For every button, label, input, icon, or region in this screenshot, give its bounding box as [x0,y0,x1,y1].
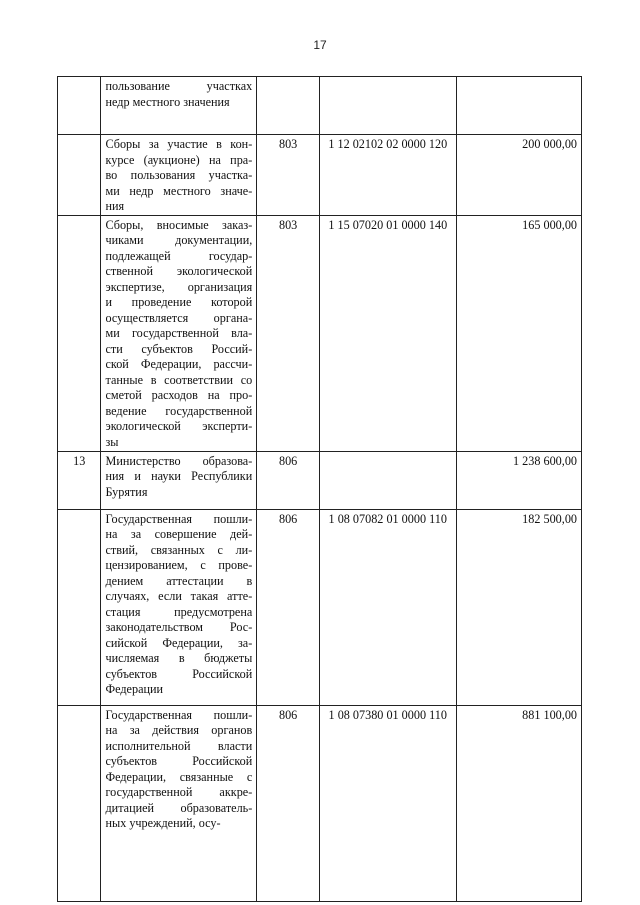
revenue-name-line: ния и науки Республики [105,469,253,483]
revenue-name-line: осуществляется органа- [105,310,253,325]
administrator-code-cell: 803 [257,215,320,451]
revenue-name-line: ми государственной вла- [105,326,253,340]
budget-classification-code-cell [319,77,456,135]
table-row [58,215,582,451]
row-number-cell [58,77,101,135]
administrator-code-cell: 803 [257,135,320,216]
revenue-name-line: Сборы за участие в кон- [105,137,253,151]
revenue-name-line: ния [105,199,125,213]
revenue-name-line: Государственная пошли- [105,511,253,526]
revenue-name-line: танные в соответствии со [105,372,253,387]
revenue-name-line: экспертизе, организация [105,279,253,294]
revenue-name-line: Федерации [105,682,164,696]
revenue-name-line: законодательством Рос- [105,620,253,634]
revenue-name-line: ведение государственной [105,403,253,418]
revenue-name-line: субъектов Российской [105,754,253,768]
table-row [58,77,582,135]
amount-cell: 165 000,00 [456,215,581,451]
revenue-name-line: дением аттестации в [105,573,253,588]
revenue-name-line: чиками документации, [105,233,253,247]
budget-classification-code-cell: 1 15 07020 01 0000 140 [319,215,456,451]
revenue-name-line: ных учреждений, осу- [105,816,221,830]
amount-cell: 1 238 600,00 [456,451,581,509]
revenue-name-line: зы [105,434,119,449]
administrator-code-cell: 806 [257,705,320,901]
revenue-name-line: экологической эксперти- [105,419,253,433]
revenue-name-line: Министерство образова- [105,453,253,468]
revenue-name-line: курсе (аукционе) на пра- [105,152,253,167]
revenue-name-cell [101,509,257,705]
revenue-name-line: Государственная пошли- [105,707,253,722]
revenue-name-cell [101,135,257,216]
table-row [58,705,582,901]
revenue-name-line: цензированием, с прове- [105,558,253,572]
amount-cell: 200 000,00 [456,135,581,216]
revenue-name-line: государственной аккре- [105,785,253,799]
amount-cell: 881 100,00 [456,705,581,901]
revenue-name-line: числяемая в бюджеты [105,651,253,665]
revenue-name-cell [101,451,257,509]
revenue-name-line: пользование участках [105,79,253,93]
budget-classification-code-cell [319,451,456,509]
budget-classification-code-cell: 1 08 07082 01 0000 110 [319,509,456,705]
revenue-name-line: Сборы, вносимые заказ- [105,217,253,232]
table-row [58,451,582,509]
revenue-name-line: субъектов Российской [105,666,253,681]
amount-cell: 182 500,00 [456,509,581,705]
administrator-code-cell: 806 [257,509,320,705]
row-number-cell [58,215,101,451]
amount-cell [456,77,581,135]
row-number-cell [58,135,101,216]
revenue-name-line: недр местного значения [105,94,230,109]
revenue-name-line: сметой расходов на про- [105,388,253,402]
revenue-name-line: подлежащей государ- [105,248,253,263]
table-row [58,135,582,216]
revenue-name-line: дитацией образователь- [105,800,253,815]
revenue-name-line: ми недр местного значе- [105,183,253,198]
table-row [58,509,582,705]
revenue-name-line: на за действия органов [105,723,253,737]
administrator-code-cell: 806 [257,451,320,509]
revenue-name-line: и проведение которой [105,295,253,309]
revenue-name-line: ственной экологической [105,264,253,278]
revenue-name-line: сти субъектов Россий- [105,341,253,356]
revenue-name-line: Бурятия [105,484,148,499]
row-number-cell [58,509,101,705]
revenue-name-line: сийской Федерации, за- [105,635,253,650]
revenue-name-line: ствий, связанных с ли- [105,542,253,557]
revenue-table [57,76,582,902]
budget-classification-code-cell: 1 12 02102 02 0000 120 [319,135,456,216]
revenue-name-cell [101,215,257,451]
revenue-name-line: на за совершение дей- [105,527,253,541]
budget-classification-code-cell: 1 08 07380 01 0000 110 [319,705,456,901]
page-number: 17 [313,38,327,52]
revenue-name-cell [101,77,257,135]
revenue-name-line: во пользования участка- [105,168,253,182]
row-number-cell: 13 [58,451,101,509]
revenue-name-cell [101,705,257,901]
revenue-name-line: случаях, если такая атте- [105,589,253,603]
revenue-name-line: исполнительной власти [105,738,253,753]
administrator-code-cell [257,77,320,135]
revenue-name-line: Федерации, связанные с [105,769,253,784]
revenue-name-line: ской Федерации, рассчи- [105,357,253,371]
revenue-name-line: стация предусмотрена [105,604,253,619]
row-number-cell [58,705,101,901]
